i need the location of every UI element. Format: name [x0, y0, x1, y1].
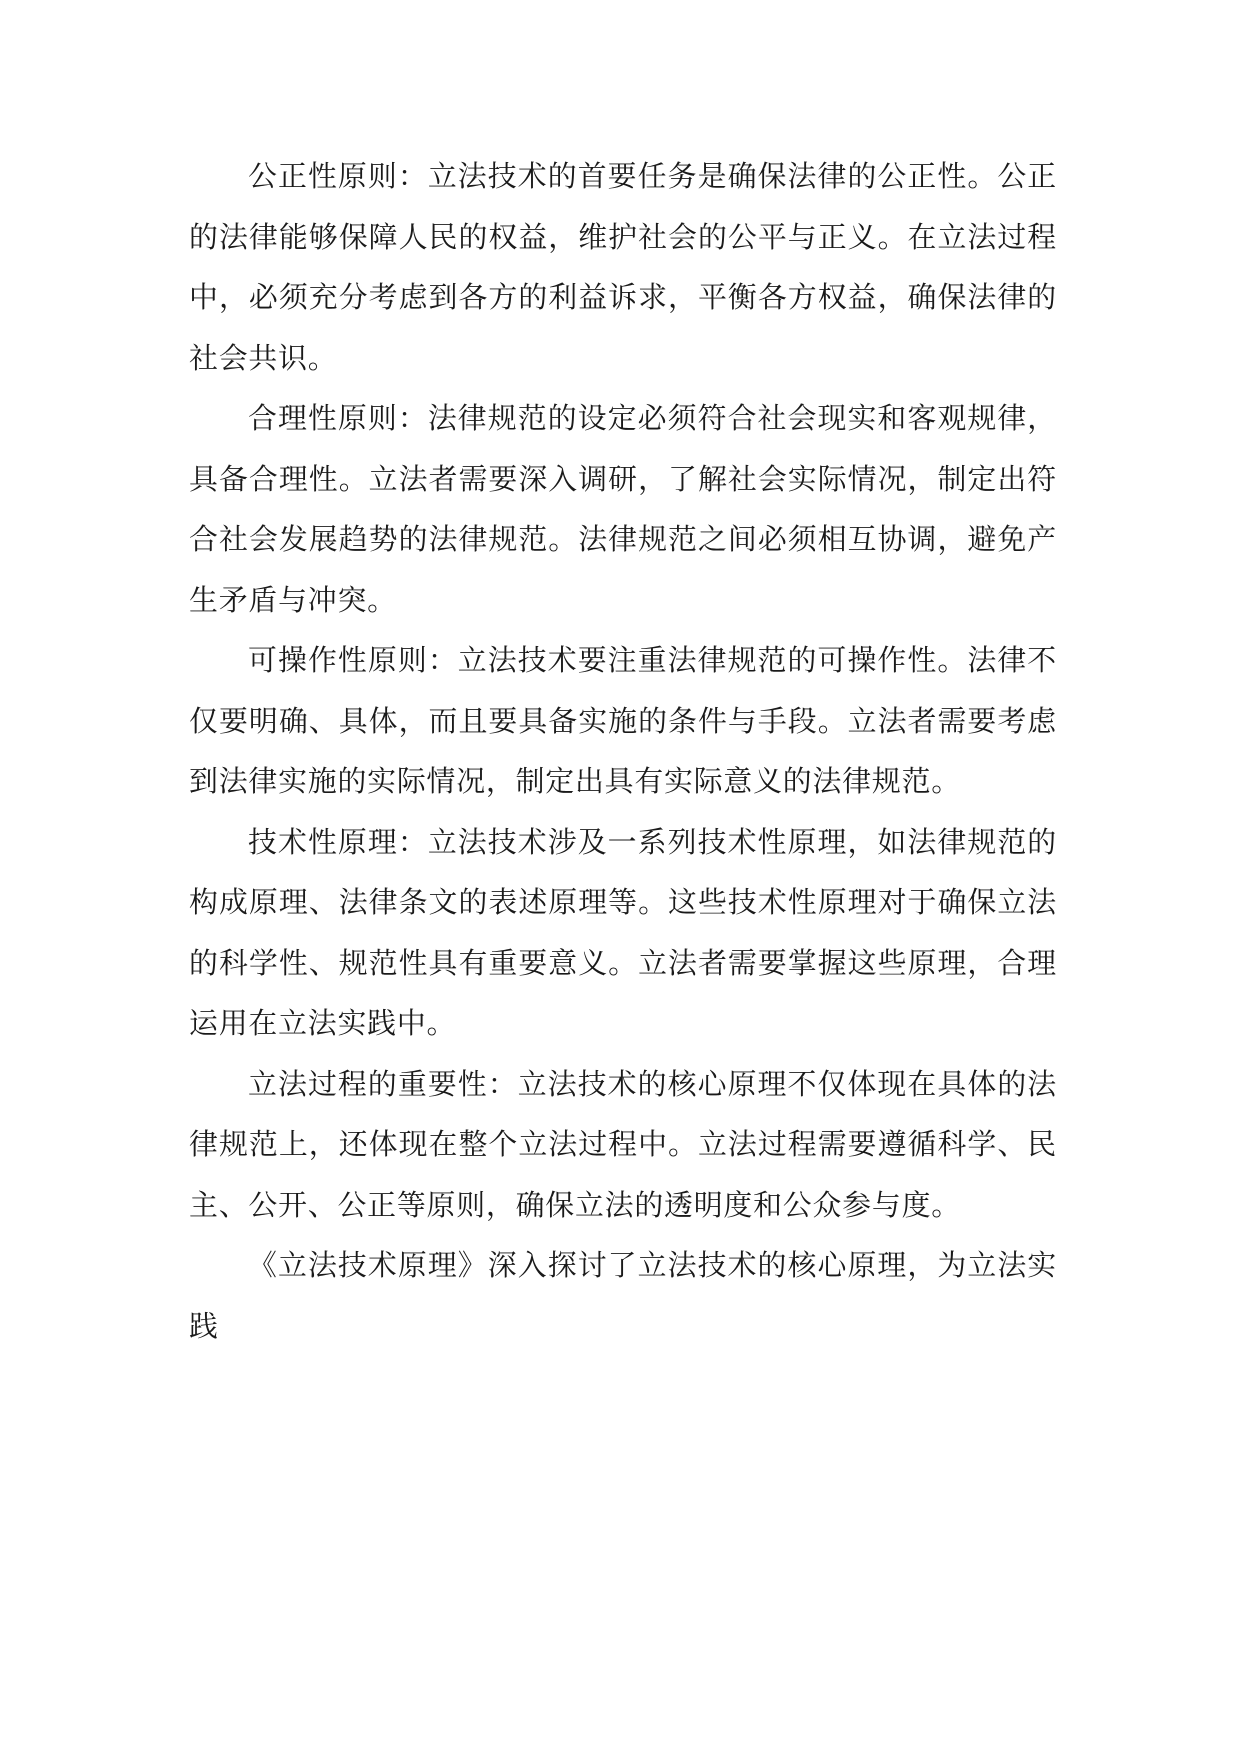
- body-text: [189, 146, 1057, 1356]
- paragraph-fairness-principle: 公正性原则：立法技术的首要任务是确保法律的公正性。公正的法律能够保障人民的权益，维护社会的公平与正义。在立法过程中，必须充分考虑到各方的利益诉求，平衡各方权益，确保法律的社会共识。: [189, 159, 1057, 375]
- paragraph-operability-principle: 可操作性原则：立法技术要注重法律规范的可操作性。法律不仅要明确、具体，而且要具备实施的条件与手段。立法者需要考虑到法律实施的实际情况，制定出具有实际意义的法律规范。: [189, 643, 1057, 798]
- paragraph-reasonableness-principle: 合理性原则：法律规范的设定必须符合社会现实和客观规律，具备合理性。立法者需要深入调研，了解社会实际情况，制定出符合社会发展趋势的法律规范。法律规范之间必须相互协调，避免产生矛盾与冲突。: [189, 401, 1057, 617]
- paragraph-technical-principle: 技术性原理：立法技术涉及一系列技术性原理，如法律规范的构成原理、法律条文的表述原理等。这些技术性原理对于确保立法的科学性、规范性具有重要意义。立法者需要掌握这些原理，合理运用在立法实践中。: [189, 824, 1057, 1040]
- paragraph-book-summary: 《立法技术原理》深入探讨了立法技术的核心原理，为立法实践: [189, 1248, 1057, 1343]
- paragraph-legislative-process: 立法过程的重要性：立法技术的核心原理不仅体现在具体的法律规范上，还体现在整个立法过程中。立法过程需要遵循科学、民主、公开、公正等原则，确保立法的透明度和公众参与度。: [189, 1066, 1057, 1222]
